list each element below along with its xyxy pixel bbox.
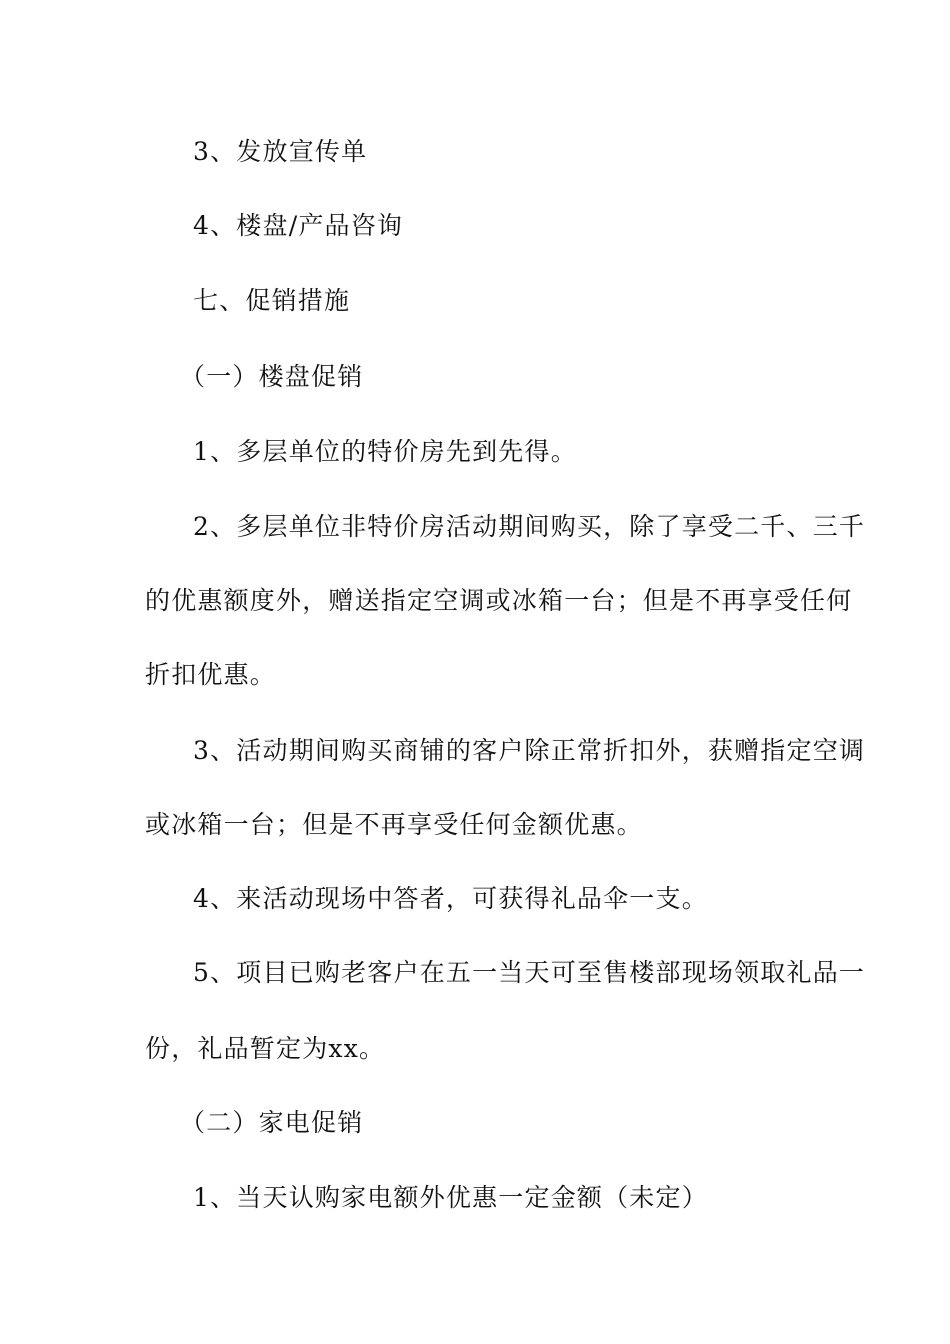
paragraph-line: 4、来活动现场中答者，可获得礼品伞一支。 [193,884,708,913]
paragraph-line: 或冰箱一台；但是不再享受任何金额优惠。 [145,810,643,839]
paragraph-line: 2、多层单位非特价房活动期间购买，除了享受二千、三千 [193,512,866,541]
paragraph-line: 份，礼品暂定为xx。 [145,1034,386,1063]
paragraph-line: 折扣优惠。 [145,660,277,689]
paragraph-line: 1、多层单位的特价房先到先得。 [193,437,577,466]
paragraph-line: 的优惠额度外，赠送指定空调或冰箱一台；但是不再享受任何 [145,586,853,615]
list-item-property-consultation: 4、楼盘/产品咨询 [193,211,404,240]
paragraph-line: 3、活动期间购买商铺的客户除正常折扣外，获赠指定空调 [193,736,866,765]
subsection-heading-property-promotion: （一）楼盘促销 [180,362,364,391]
subsection-heading-appliance-promotion: （二）家电促销 [180,1108,364,1137]
list-item-distribute-flyers: 3、发放宣传单 [193,137,368,166]
paragraph-line: 5、项目已购老客户在五一当天可至售楼部现场领取礼品一 [193,958,866,987]
paragraph-line: 1、当天认购家电额外优惠一定金额（未定） [193,1183,708,1212]
section-heading-promotion-measures: 七、促销措施 [193,286,351,315]
